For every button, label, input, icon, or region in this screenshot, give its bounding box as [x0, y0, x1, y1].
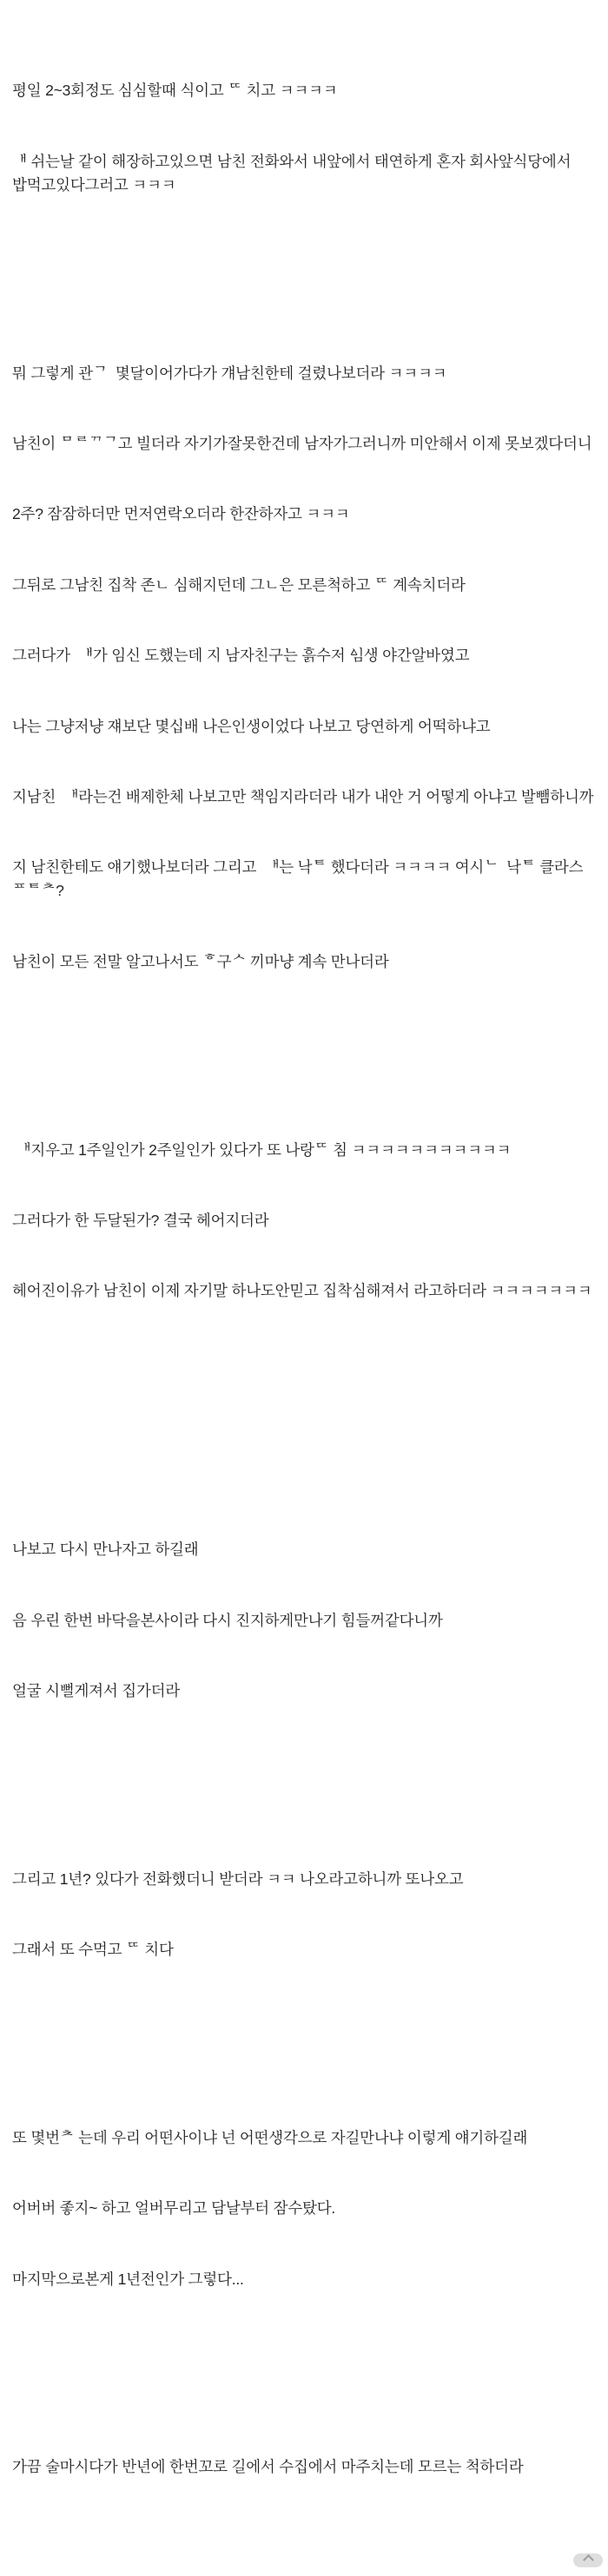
- post-paragraph: 가끔 술마시다가 반년에 한번꼬로 길에서 수집에서 마주치는데 모르는 척하더라: [12, 2458, 524, 2476]
- post-paragraph: 그리고 1년? 있다가 전화했더니 받더라 ㅋㅋ 나오라고하니까 또나오고: [12, 1870, 464, 1888]
- post-paragraph: 지남친 ᅢ라는건 배제한체 나보고만 책임지라더라 내가 내안 거 어떻게 아냐고 발뺌하니까: [12, 787, 594, 805]
- paragraph-gap: [12, 1750, 596, 1797]
- paragraph-gap: [12, 1444, 596, 1468]
- post-paragraph: 평일 2~3회정도 심심할때 식이고 ᄄ 치고 ㅋㅋㅋㅋ: [12, 82, 338, 100]
- post-paragraph: 남친이 ᄆᄅᄁᄀ고 빌더라 자기가잘못한건데 남자가그러니까 미안해서 이제 못보겠다더니: [12, 435, 592, 452]
- post-paragraph: 그러다가 한 두달된가? 결국 헤어지더라: [12, 1211, 269, 1229]
- post-paragraph: 나는 그냥저냥 쟤보단 몇십배 나은인생이었다 나보고 당연하게 어떡하냐고: [12, 717, 491, 735]
- post-paragraph: ᅢ지우고 1주일인가 2주일인가 있다가 또 나랑ᄄ 침 ㅋㅋㅋㅋㅋㅋㅋㅋㅋㅋㅋ: [12, 1140, 512, 1159]
- post-paragraph: 그러다가 ᅢ가 임신 도했는데 지 남자친구는 흙수저 ᅀᅵᆷ생 야간알바였고: [12, 647, 470, 665]
- post-paragraph: 뭐 그렇게 관ᄀ 몇달이어가다가 걔남친한테 걸렸나보더라 ㅋㅋㅋㅋ: [12, 364, 447, 382]
- paragraph-gap: [12, 2009, 596, 2056]
- post-body: [12, 9, 596, 2550]
- paragraph-gap: [12, 2338, 596, 2385]
- post-paragraph: 어버버 좋지~ 하고 얼버무리고 담날부터 잠수탔다.: [12, 2199, 336, 2218]
- post-paragraph: ᅢ 쉬는날 같이 해장하고있으면 남친 전화와서 내앞에서 태연하게 혼자 회사앞식당에서 밥먹고있다그러고 ㅋㅋㅋ: [12, 152, 576, 194]
- post-paragraph: 얼굴 시뻘게져서 집가더라: [12, 1682, 181, 1699]
- post-paragraph: 2주? 잠잠하더만 먼저연락오더라 한잔하자고 ㅋㅋㅋ: [12, 505, 350, 523]
- scroll-to-top-button[interactable]: [573, 2553, 603, 2567]
- post-paragraph: 그뒤로 그남친 집착 존ㄴ 심해지던데 그ㄴ은 모른척하고 ᄄ 계속치더라: [12, 575, 466, 594]
- post-paragraph: 마지막으로본게 1년전인가 그렇다...: [12, 2270, 244, 2288]
- post-paragraph: 음 우린 한번 바닥을본사이라 다시 진지하게만나기 힘들꺼같다니까: [12, 1611, 443, 1629]
- paragraph-gap: [12, 1350, 596, 1397]
- post-paragraph: 나보고 다시 만나자고 하길래: [12, 1541, 199, 1559]
- post-paragraph: 그래서 또 수먹고 ᄄ 치다: [12, 1941, 174, 1959]
- post-paragraph: 헤어진이유가 남친이 이제 자기말 하나도안믿고 집착심해져서 라고하더라 ㅋㅋㅋㅋㅋㅋㅋ: [12, 1282, 592, 1300]
- post-paragraph: 지 남친한테도 얘기했나보더라 그리고 ᅢ는 낙ᄐ 했다더라 ㅋㅋㅋㅋ 여시ᄂ 낙ᄐ 클라스 ᄑᄐᄎ?: [12, 858, 587, 900]
- paragraph-gap: [12, 1021, 596, 1068]
- post-paragraph: 남친이 모든 전말 알고나서도 ᄒ구ᄉ 끼마냥 계속 만나더라: [12, 952, 389, 970]
- paragraph-gap: [12, 244, 596, 291]
- post-paragraph: 또 몇번ᄎ 는데 우리 어떤사이냐 넌 어떤생각으로 자길만나냐 이렇게 얘기하길래: [12, 2128, 528, 2146]
